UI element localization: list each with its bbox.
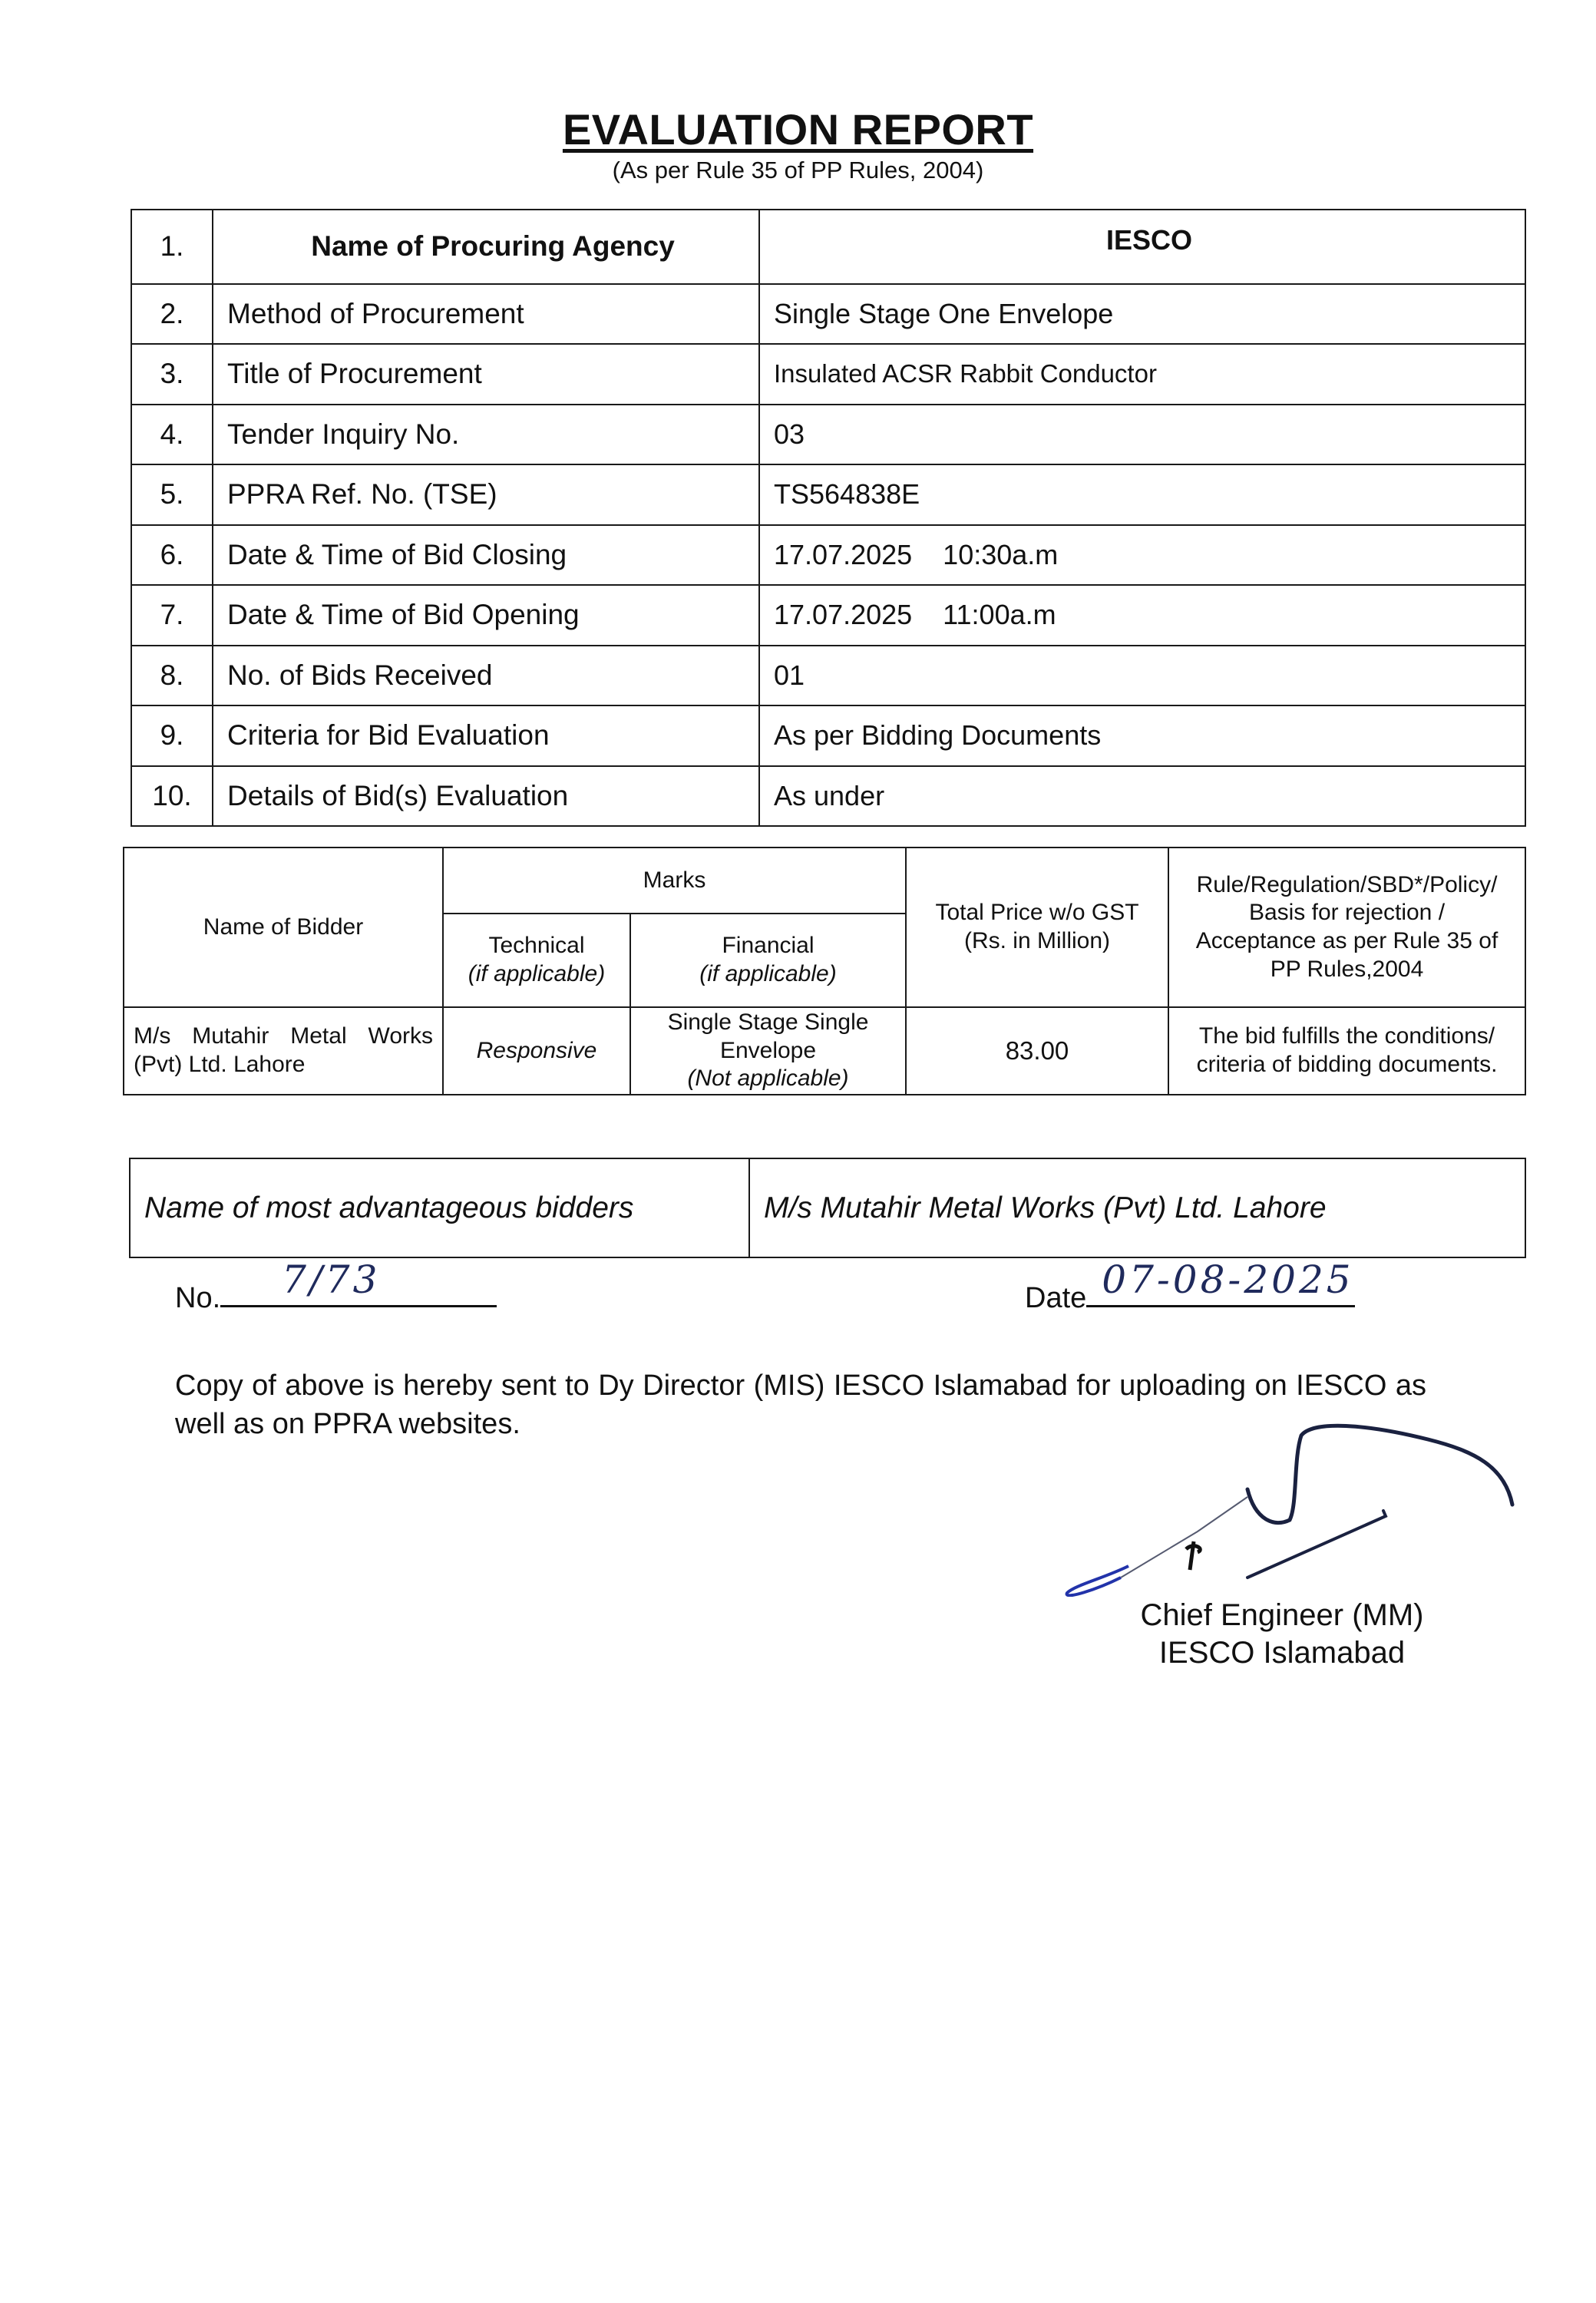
header-financial-label: Financial	[722, 933, 815, 959]
info-row	[131, 585, 1525, 646]
info-row	[131, 525, 1525, 586]
row-label: Criteria for Bid Evaluation	[213, 705, 759, 766]
header-rule-line: Basis for rejection /	[1248, 900, 1446, 926]
header-technical	[443, 914, 630, 1007]
info-row	[131, 344, 1525, 405]
header-price-line: Total Price w/o GST	[935, 900, 1139, 926]
financial-line: Single Stage Single	[667, 1009, 869, 1035]
row-number: 1.	[131, 210, 213, 284]
header-rule-line: Acceptance as per Rule 35 of	[1195, 928, 1499, 953]
row-value: Single Stage One Envelope	[759, 284, 1525, 345]
reference-date	[1025, 1257, 1355, 1315]
header-rule-line: PP Rules,2004	[1270, 956, 1424, 982]
header-technical-label: Technical	[488, 933, 585, 959]
row-number: 5.	[131, 464, 213, 525]
header-rule-basis	[1168, 848, 1525, 1007]
info-row	[131, 766, 1525, 827]
reference-date-label: Date	[1025, 1282, 1087, 1314]
financial-result	[630, 1007, 906, 1095]
row-number: 3.	[131, 344, 213, 405]
header-marks: Marks	[443, 848, 906, 914]
row-value: 01	[759, 646, 1525, 706]
financial-note: (Not applicable)	[687, 1066, 849, 1092]
header-price-line: (Rs. in Million)	[963, 928, 1111, 953]
bid-evaluation-table	[123, 847, 1526, 1095]
row-number: 9.	[131, 705, 213, 766]
basis-line: criteria of bidding documents.	[1196, 1051, 1498, 1077]
row-value: As under	[759, 766, 1525, 827]
reference-number	[175, 1257, 497, 1315]
header-technical-note: (if applicable)	[468, 961, 606, 986]
signatory-office: IESCO Islamabad	[1158, 1636, 1406, 1670]
header-rule-line: Rule/Regulation/SBD*/Policy/	[1196, 871, 1498, 897]
info-row	[131, 705, 1525, 766]
signatory-block	[1090, 1597, 1474, 1672]
advantageous-value: M/s Mutahir Metal Works (Pvt) Ltd. Lahore	[749, 1158, 1525, 1257]
row-number: 7.	[131, 585, 213, 646]
info-row	[131, 464, 1525, 525]
row-value: Insulated ACSR Rabbit Conductor	[759, 344, 1525, 405]
row-label: Tender Inquiry No.	[213, 405, 759, 465]
row-label: Date & Time of Bid Opening	[213, 585, 759, 646]
basis-text	[1168, 1007, 1525, 1095]
header-total-price	[906, 848, 1168, 1007]
row-value: 17.07.2025 11:00a.m	[759, 585, 1525, 646]
row-number: 10.	[131, 766, 213, 827]
row-value: As per Bidding Documents	[759, 705, 1525, 766]
reference-date-field	[1086, 1257, 1355, 1307]
row-label: PPRA Ref. No. (TSE)	[213, 464, 759, 525]
row-value: TS564838E	[759, 464, 1525, 525]
reference-number-handwritten: 7/73	[282, 1257, 381, 1302]
row-number: 8.	[131, 646, 213, 706]
header-financial-note: (if applicable)	[699, 961, 837, 986]
row-value: 17.07.2025 10:30a.m	[759, 525, 1525, 586]
reference-date-handwritten: 07-08-2025	[1102, 1257, 1354, 1302]
signature-icon	[1044, 1413, 1535, 1597]
info-row	[131, 405, 1525, 465]
signatory-title: Chief Engineer (MM)	[1140, 1598, 1424, 1632]
row-number: 2.	[131, 284, 213, 345]
row-label: Method of Procurement	[213, 284, 759, 345]
info-row	[131, 284, 1525, 345]
total-price: 83.00	[906, 1007, 1168, 1095]
row-label: Title of Procurement	[213, 344, 759, 405]
report-title: EVALUATION REPORT	[562, 105, 1034, 154]
report-header	[0, 106, 1596, 184]
advantageous-label: Name of most advantageous bidders	[130, 1158, 749, 1257]
financial-line: Envelope	[719, 1037, 817, 1063]
procurement-info-table	[131, 209, 1526, 827]
bid-row	[124, 1007, 1525, 1095]
reference-number-field	[220, 1257, 497, 1307]
row-label: Name of Procuring Agency	[213, 210, 759, 284]
technical-result: Responsive	[443, 1007, 630, 1095]
row-value: IESCO	[759, 210, 1525, 284]
row-value: 03	[759, 405, 1525, 465]
bidder-name: M/s Mutahir Metal Works (Pvt) Ltd. Lahore	[124, 1007, 443, 1095]
row-number: 4.	[131, 405, 213, 465]
row-label: Date & Time of Bid Closing	[213, 525, 759, 586]
info-row	[131, 646, 1525, 706]
advantageous-bidder-table	[129, 1158, 1526, 1258]
header-bidder-name: Name of Bidder	[124, 848, 443, 1007]
row-label: No. of Bids Received	[213, 646, 759, 706]
copy-forwarding-text: Copy of above is hereby sent to Dy Director (MIS) IESCO Islamabad for uploading on IESCO as well as on PPRA websites.	[175, 1370, 1426, 1440]
row-label: Details of Bid(s) Evaluation	[213, 766, 759, 827]
basis-line: The bid fulfills the conditions/	[1198, 1023, 1495, 1049]
report-subtitle: (As per Rule 35 of PP Rules, 2004)	[612, 156, 984, 183]
row-number: 6.	[131, 525, 213, 586]
reference-number-label: No.	[175, 1282, 221, 1314]
header-financial	[630, 914, 906, 1007]
info-row	[131, 210, 1525, 284]
